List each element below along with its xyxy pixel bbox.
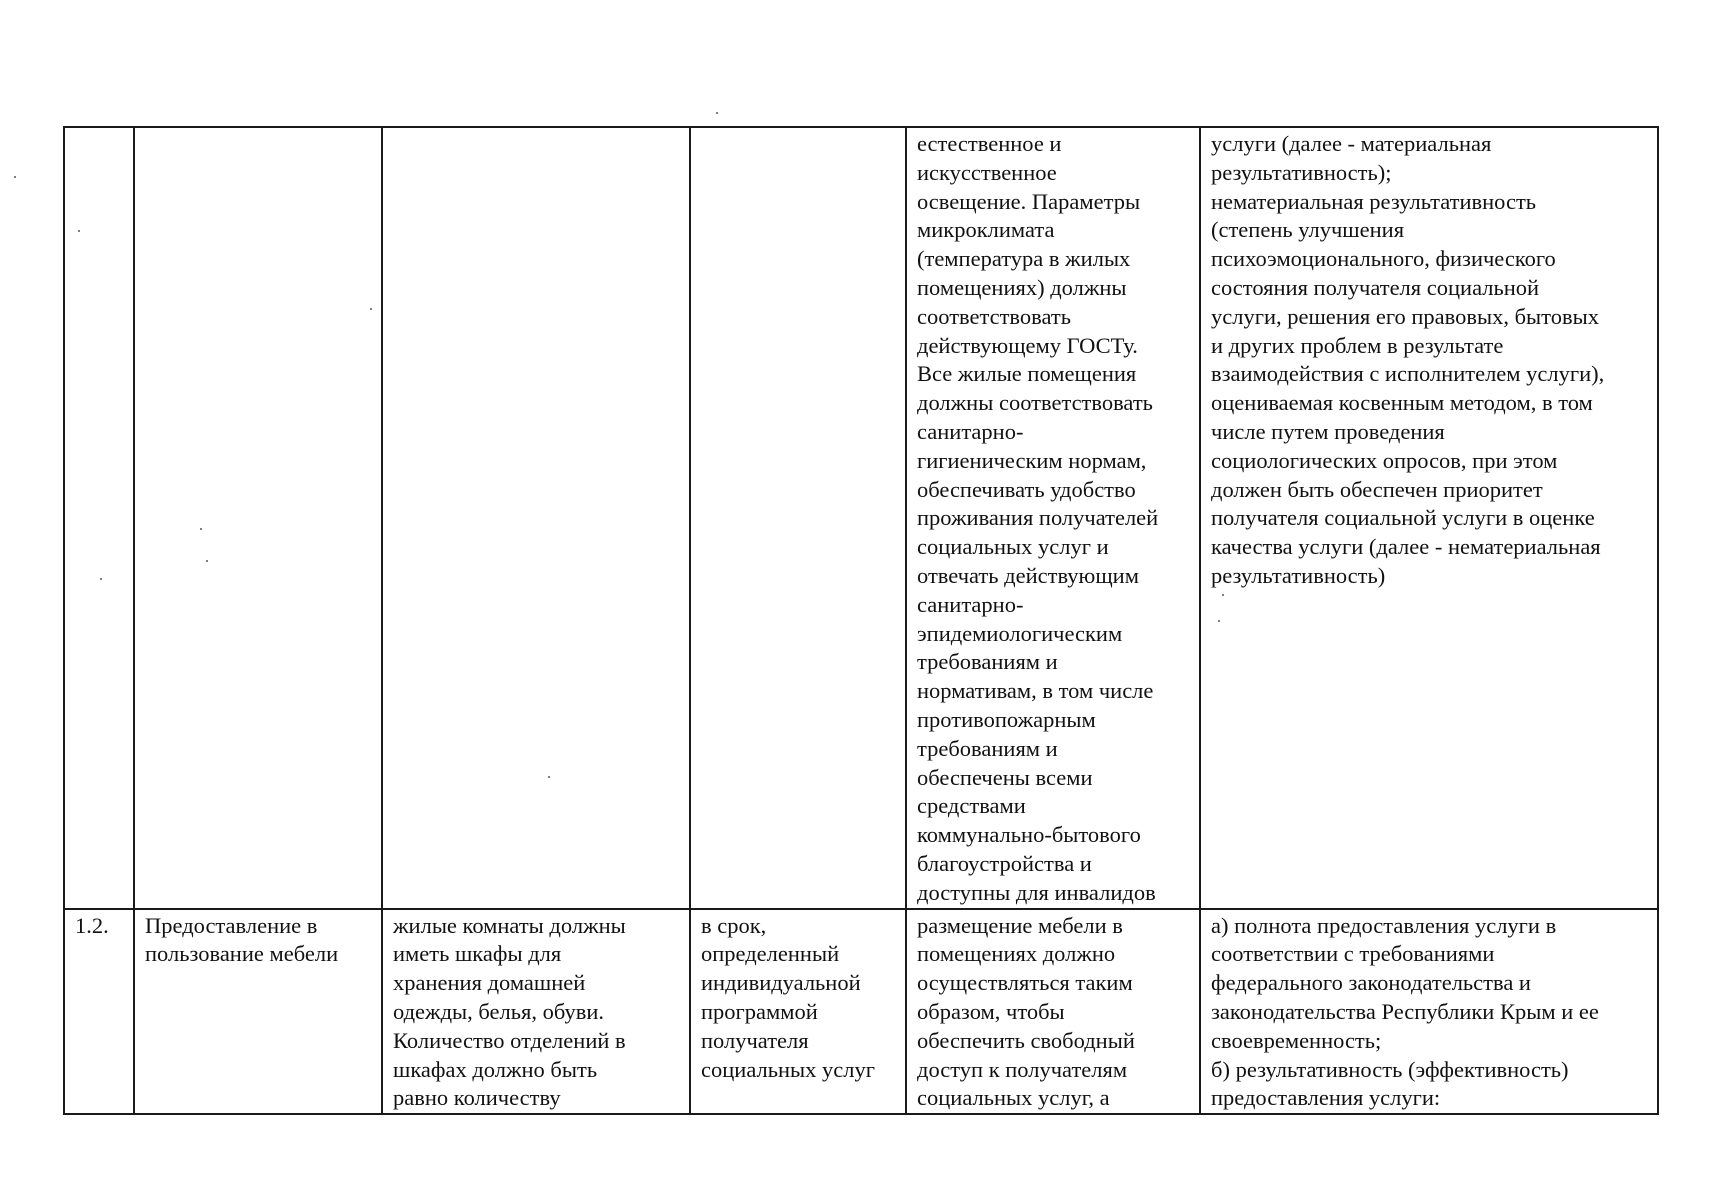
cell-text-line: шкафах должно быть bbox=[393, 1056, 598, 1082]
scan-speck bbox=[370, 308, 372, 310]
scan-speck bbox=[1218, 620, 1220, 622]
scan-speck bbox=[14, 176, 16, 178]
service-deadline-cell bbox=[690, 909, 906, 1115]
cell-text-line: в срок, bbox=[701, 912, 767, 938]
cell-text-line: качества услуги (далее - нематериальная bbox=[1211, 534, 1601, 560]
cell-text-line: взаимодействия с исполнителем услуги), bbox=[1211, 361, 1605, 387]
cell-text-line: (температура в жилых bbox=[917, 246, 1131, 272]
cell-text-line: микроклимата bbox=[917, 217, 1055, 243]
cell-text-line: отвечать действующим bbox=[917, 562, 1139, 588]
cell-text-line: освещение. Параметры bbox=[917, 188, 1141, 214]
cell-text-line: благоустройства и bbox=[917, 850, 1092, 876]
cell-text-line: Предоставление в bbox=[145, 912, 318, 938]
cell-text-line: оцениваемая косвенным методом, в том bbox=[1211, 390, 1593, 416]
cell-text-line: а) полнота предоставления услуги в bbox=[1211, 912, 1557, 938]
cell-text-line: и других проблем в результате bbox=[1211, 332, 1504, 358]
cell-text-line: жилые комнаты должны bbox=[393, 912, 626, 938]
cell-text-line: действующему ГОСТу. bbox=[917, 332, 1138, 358]
scan-speck bbox=[548, 776, 550, 778]
cell-text-line: социальных услуг, а bbox=[917, 1085, 1110, 1111]
cell-text-line: психоэмоционального, физического bbox=[1211, 246, 1556, 272]
row-number-cell bbox=[64, 909, 134, 1115]
cell-text-line: одежды, белья, обуви. bbox=[393, 998, 605, 1024]
cell-text-line: соответствовать bbox=[917, 303, 1071, 329]
service-evaluation-cell bbox=[1200, 909, 1658, 1115]
cell-text-line: эпидемиологическим bbox=[917, 620, 1123, 646]
service-evaluation-cell bbox=[1200, 127, 1658, 909]
table-row bbox=[64, 909, 1658, 1115]
service-name-cell bbox=[134, 127, 382, 909]
cell-text-line: б) результативность (эффективность) bbox=[1211, 1056, 1569, 1082]
cell-text-line: средствами bbox=[917, 793, 1026, 819]
row-number-cell bbox=[64, 127, 134, 909]
cell-text-line: доступ к получателям bbox=[917, 1056, 1128, 1082]
services-table bbox=[63, 126, 1659, 1115]
cell-text-line: услуги, решения его правовых, бытовых bbox=[1211, 303, 1599, 329]
service-name-cell bbox=[134, 909, 382, 1115]
cell-text-line: соответствии с требованиями bbox=[1211, 941, 1495, 967]
cell-text-line: помещениях) должны bbox=[917, 274, 1127, 300]
service-conditions-cell bbox=[906, 127, 1200, 909]
row-number: 1.2. bbox=[75, 912, 109, 938]
cell-text-line: санитарно- bbox=[917, 418, 1024, 444]
cell-text-line: пользование мебели bbox=[145, 941, 339, 967]
cell-text-line: помещениях должно bbox=[917, 941, 1116, 967]
cell-text-line: (степень улучшения bbox=[1211, 217, 1405, 243]
cell-text-line: определенный bbox=[701, 941, 840, 967]
cell-text-line: осуществляться таким bbox=[917, 970, 1133, 996]
cell-text-line: получателя bbox=[701, 1027, 809, 1053]
cell-text-line: социальных услуг и bbox=[917, 534, 1109, 560]
table-row bbox=[64, 127, 1658, 909]
service-conditions-cell bbox=[906, 909, 1200, 1115]
service-description-cell bbox=[382, 909, 690, 1115]
cell-text-line: обеспечены всеми bbox=[917, 764, 1093, 790]
cell-text-line: требованиям и bbox=[917, 649, 1058, 675]
cell-text-line: нематериальная результативность bbox=[1211, 188, 1537, 214]
scan-speck bbox=[206, 560, 208, 562]
cell-text-line: индивидуальной bbox=[701, 970, 861, 996]
cell-text-line: социальных услуг bbox=[701, 1056, 875, 1082]
cell-text-line: хранения домашней bbox=[393, 970, 586, 996]
cell-text-line: числе путем проведения bbox=[1211, 418, 1445, 444]
cell-text-line: нормативам, в том числе bbox=[917, 678, 1154, 704]
cell-text-line: естественное и bbox=[917, 131, 1062, 156]
scan-speck bbox=[78, 230, 80, 232]
cell-text-line: иметь шкафы для bbox=[393, 941, 562, 967]
cell-text-line: равно количеству bbox=[393, 1085, 561, 1111]
cell-text-line: федерального законодательства и bbox=[1211, 970, 1531, 996]
cell-text-line: Количество отделений в bbox=[393, 1027, 626, 1053]
cell-text-line: программой bbox=[701, 998, 818, 1024]
cell-text-line: санитарно- bbox=[917, 591, 1024, 617]
scan-speck bbox=[200, 528, 202, 530]
cell-text-line: искусственное bbox=[917, 159, 1057, 185]
service-deadline-cell bbox=[690, 127, 906, 909]
cell-text-line: образом, чтобы bbox=[917, 998, 1065, 1024]
cell-text-line: размещение мебели в bbox=[917, 912, 1123, 938]
cell-text-line: состояния получателя социальной bbox=[1211, 274, 1540, 300]
scan-speck bbox=[100, 578, 102, 580]
cell-text-line: обеспечивать удобство bbox=[917, 476, 1136, 502]
cell-text-line: получателя социальной услуги в оценке bbox=[1211, 505, 1595, 531]
cell-text-line: проживания получателей bbox=[917, 505, 1159, 531]
cell-text-line: коммунально-бытового bbox=[917, 822, 1141, 848]
cell-text-line: результативность) bbox=[1211, 562, 1386, 588]
cell-text-line: своевременность; bbox=[1211, 1027, 1382, 1053]
cell-text-line: должен быть обеспечен приоритет bbox=[1211, 476, 1543, 502]
service-description-cell bbox=[382, 127, 690, 909]
cell-text-line: услуги (далее - материальная bbox=[1211, 131, 1492, 156]
cell-text-line: результативность); bbox=[1211, 159, 1392, 185]
cell-text-line: требованиям и bbox=[917, 735, 1058, 761]
cell-text-line: доступны для инвалидов bbox=[917, 879, 1156, 905]
cell-text-line: предоставления услуги: bbox=[1211, 1085, 1441, 1111]
scan-speck bbox=[716, 112, 718, 114]
cell-text-line: противопожарным bbox=[917, 706, 1096, 732]
scan-speck bbox=[1222, 594, 1224, 596]
cell-text-line: гигиеническим нормам, bbox=[917, 447, 1147, 473]
cell-text-line: Все жилые помещения bbox=[917, 361, 1137, 387]
cell-text-line: социологических опросов, при этом bbox=[1211, 447, 1558, 473]
cell-text-line: должны соответствовать bbox=[917, 390, 1153, 416]
cell-text-line: обеспечить свободный bbox=[917, 1027, 1135, 1053]
cell-text-line: законодательства Республики Крым и ее bbox=[1211, 998, 1599, 1024]
